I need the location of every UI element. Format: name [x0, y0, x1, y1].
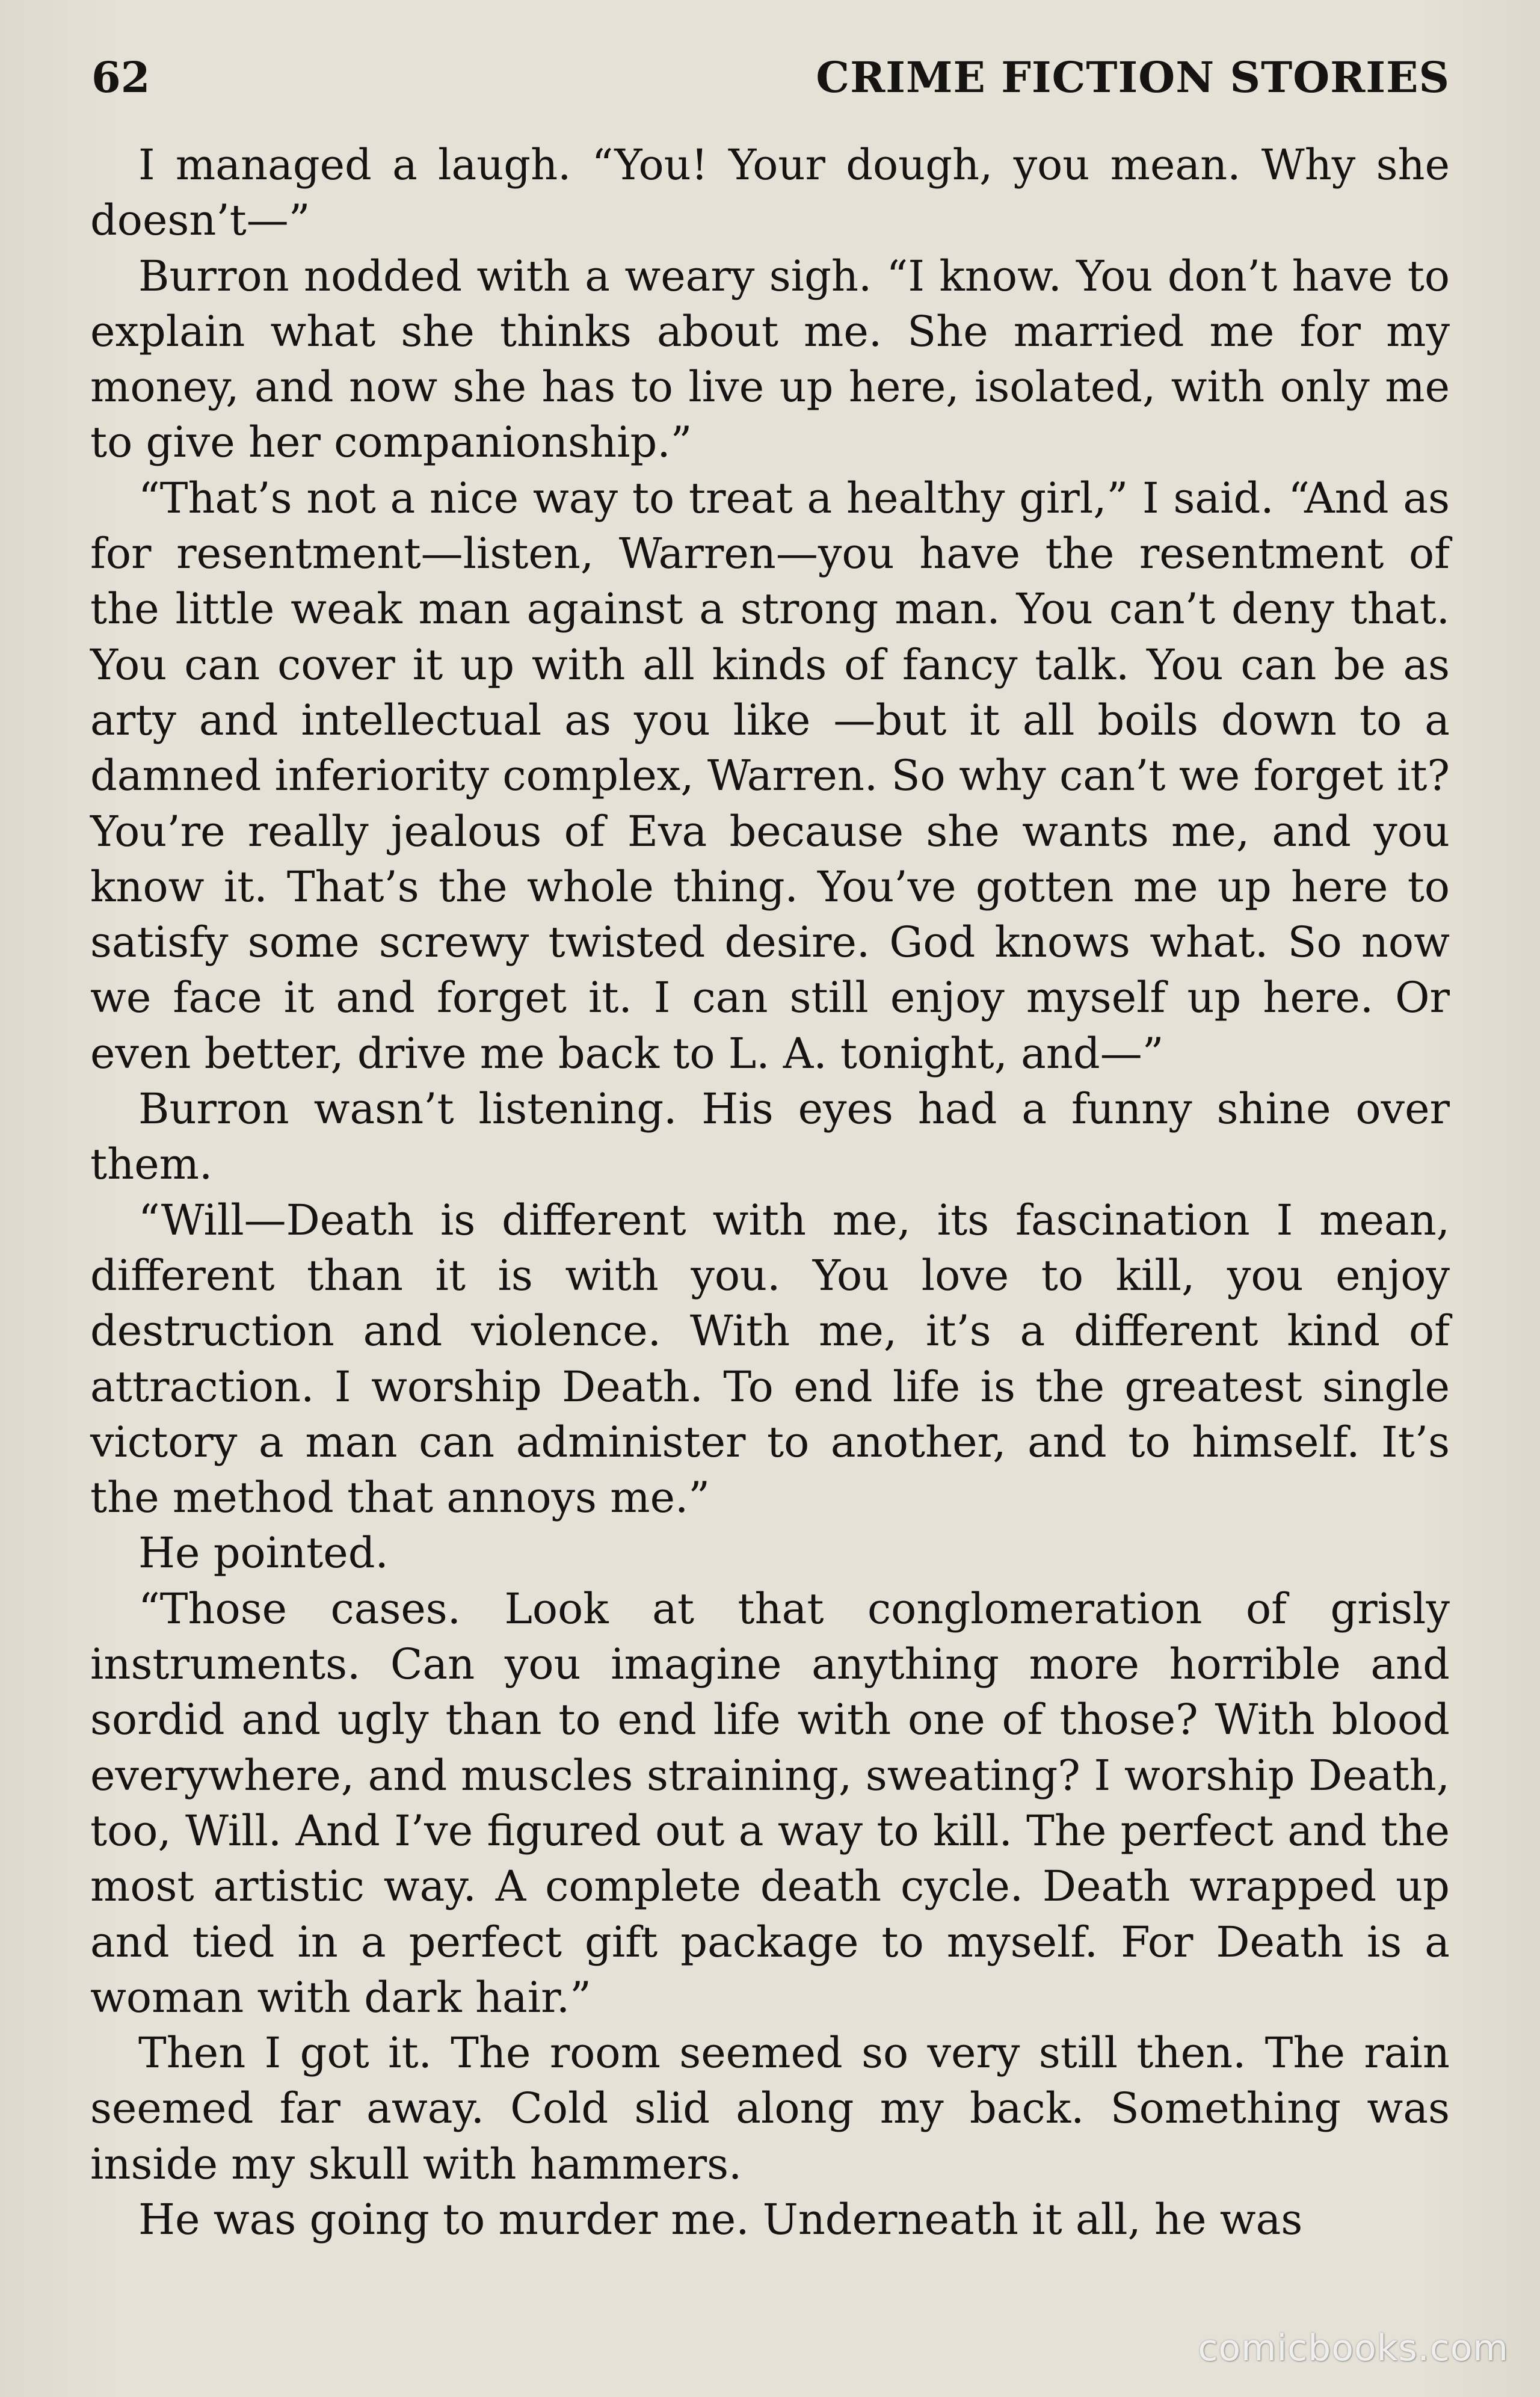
paragraph: Burron wasn’t listening. His eyes had a funny shine over them. — [90, 1084, 1450, 1189]
story-text — [90, 137, 1450, 2247]
paragraph: “Those cases. Look at that conglomeration of grisly instruments. Can you imagine anything more horrible and sordid and ugly than to end life with one of those? With blood everywhere, and muscles straining, sweating? I worship Death, too, Will. And I’ve figured out a way to kill. The perfect and the most artistic way. A complete death cycle. Death wrapped up and tied in a perfect gift package to myself. For Death is a woman with dark hair.” — [90, 1584, 1450, 2022]
watermark: comicbooks.com — [1198, 2327, 1509, 2369]
page-number: 62 — [91, 52, 150, 102]
paragraph: He was going to murder me. Underneath it all, he was — [138, 2194, 1303, 2244]
running-head: CRIME FICTION STORIES — [816, 52, 1450, 102]
paragraph: “That’s not a nice way to treat a healthy girl,” I said. “And as for resentment—listen, Warren—you have the resentment of the little weak man against a strong man. You can’t deny that. You can cover it up with all kinds of fancy talk. You can be as arty and intellectual as you like —but it all boils down to a damned inferiority complex, Warren. So why can’t we forget it? You’re really jealous of Eva because she wants me, and you know it. That’s the whole thing. You’ve gotten me up here to satisfy some screwy twisted desire. God knows what. So now we face it and forget it. I can still enjoy myself up here. Or even better, drive me back to L. A. tonight, and—” — [90, 473, 1450, 1078]
paragraph: I managed a laugh. “You! Your dough, you mean. Why she doesn’t—” — [90, 140, 1450, 245]
paragraph: He pointed. — [138, 1528, 389, 1578]
paragraph: “Will—Death is different with me, its fascination I mean, different than it is with you. You love to kill, you enjoy destruction and violence. With me, it’s a different kind of attraction. I worship Death. To end life is the greatest single victory a man can administer to another, and to himself. It’s the method that annoys me.” — [90, 1195, 1450, 1523]
paragraph: Then I got it. The room seemed so very still then. The rain seemed far away. Cold slid along my back. Something was inside my skull with hammers. — [90, 2028, 1450, 2189]
page-header — [91, 47, 1450, 107]
paragraph: Burron nodded with a weary sigh. “I know. You don’t have to explain what she thinks about me. She married me for my money, and now she has to live up here, isolated, with only me to give her companionship.” — [90, 251, 1450, 467]
